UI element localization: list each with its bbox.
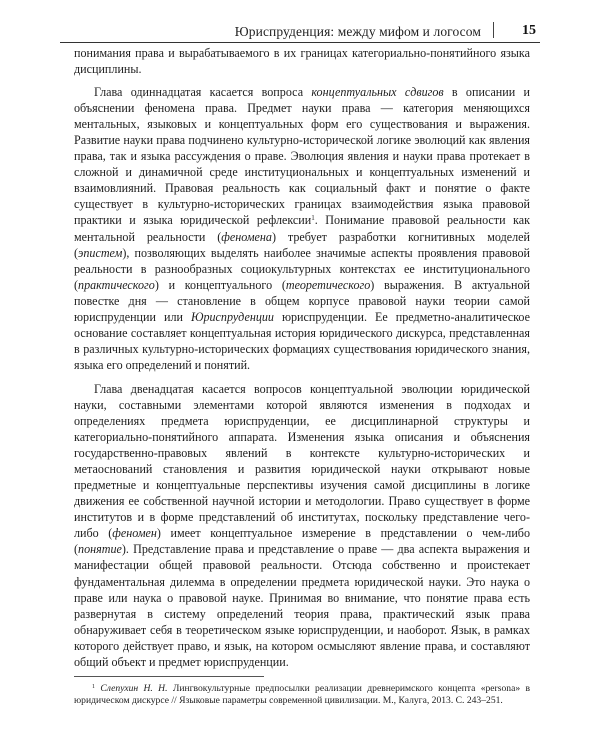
text-run: ). Представление права и представление о праве — два аспекта выражения и манифестации общей правовой реальности. Отсюда собственно и проистекает фундаментальная дилемма в определении предмета юридической науки. Это наука о праве или наука о правовой науке. Принимая во внимание, что понятие права есть развернутая в систему определений теория права, практический язык права обнаруживает себя в теоретическом языке юриспруденции, и наоборот. Язык, в рамках которого действует право, и язык, на котором осмысляют явление права, и составляют общий объект и предмет юриспруденции. (74, 542, 530, 669)
footnote (74, 683, 530, 708)
text-run: Глава одиннадцатая касается вопроса (94, 85, 312, 100)
italic-term: эпистем (78, 245, 123, 260)
footnote-marker: 1 (92, 684, 95, 690)
italic-term: теоретического (285, 277, 371, 292)
italic-term: феномена (221, 229, 272, 244)
running-title: Юриспруденция: между мифом и логосом (234, 24, 481, 39)
paragraph (74, 381, 530, 670)
italic-term: практического (78, 277, 155, 292)
running-header (60, 20, 540, 43)
italic-term: Слепухин Н. Н. (100, 683, 168, 694)
header-separator (493, 22, 494, 38)
paragraph (74, 84, 530, 373)
footnote-ref: 1 (311, 214, 315, 223)
paragraph (74, 45, 530, 77)
text-run: юриспруденции. Ее предметно-аналитическое основание составляет концептуальная история юридического дискурса, представленная в различных культурно-исторических формациях существования юридического знания, языка его определений и понятий. (74, 309, 530, 372)
text-run: ) выражения. В актуальной повестке дня — становление в общем корпусе правовой науки теории самой юриспруденции или (74, 277, 530, 324)
text-run: понимания права и вырабатываемого в их границах категориально-понятийного языка дисциплины. (74, 46, 530, 77)
footnote-divider (74, 676, 264, 677)
text-run: ) требует разработки когнитивных моделей ( (74, 229, 530, 260)
text-run: . Понимание правовой реальности как ментальной реальности ( (74, 213, 530, 244)
italic-term: концептуальных сдвигов (311, 85, 444, 100)
text-run: Лингвокультурные предпосылки реализации древнеримского концепта «persona» в юридическом дискурсе // Языковые параметры современной цивилизации. М., Калуга, 2013. С. 243–251. (74, 683, 530, 707)
italic-term: понятие (78, 542, 122, 557)
italic-term: Юриспруденции (190, 309, 274, 324)
text-run: ) имеет концептуальное измерение в представлении о чем-либо ( (74, 526, 530, 557)
italic-term: феномен (112, 526, 157, 541)
text-run: ), позволяющих выделять наиболее значимые аспекты проявления правовой реальности в разнообразных социокультурных контекстах ее институционального ( (74, 245, 530, 292)
page-number: 15 (522, 23, 536, 38)
main-text (74, 45, 530, 670)
text-run: ) и концептуального ( (154, 277, 286, 292)
footnote-text (74, 683, 530, 706)
text-run: Глава двенадцатая касается вопросов концептуальной эволюции юридической науки, составными элементами которой являются изменения в подходах и определениях предмета юриспруденции, ее дисциплинарной структуры и категориально-понятийного аппарата. Изменения языка описания и объяснения государственно-правовых явлений в контексте культурно-исторических и метаоснований становления и развития юридической науки открывают новые предметные и концептуальные перспективы изучения самой дисциплины в логике движения ее собственной научной истории и методологии. Право существует в форме институтов и в форме представлений об институтах, поскольку представление чего-либо ( (74, 381, 530, 541)
text-run: в описании и объяснении феномена права. Предмет науки права — категория меняющихся ментальных, языковых и концептуальных форм его существования и выражения. Развитие науки права подчинено культурно-исторической логике эволюций как явления права, так и языка рассуждения о праве. Эволюция явления и науки права протекает в сложной и динамичной среде институциональных и концептуальных изменений и взаимовлияний. Правовая реальность как социальный факт и понятие о факте существует в культурно-исторических границах взаимодействия языка правовой практики и языка юридической рефлексии (74, 85, 530, 228)
